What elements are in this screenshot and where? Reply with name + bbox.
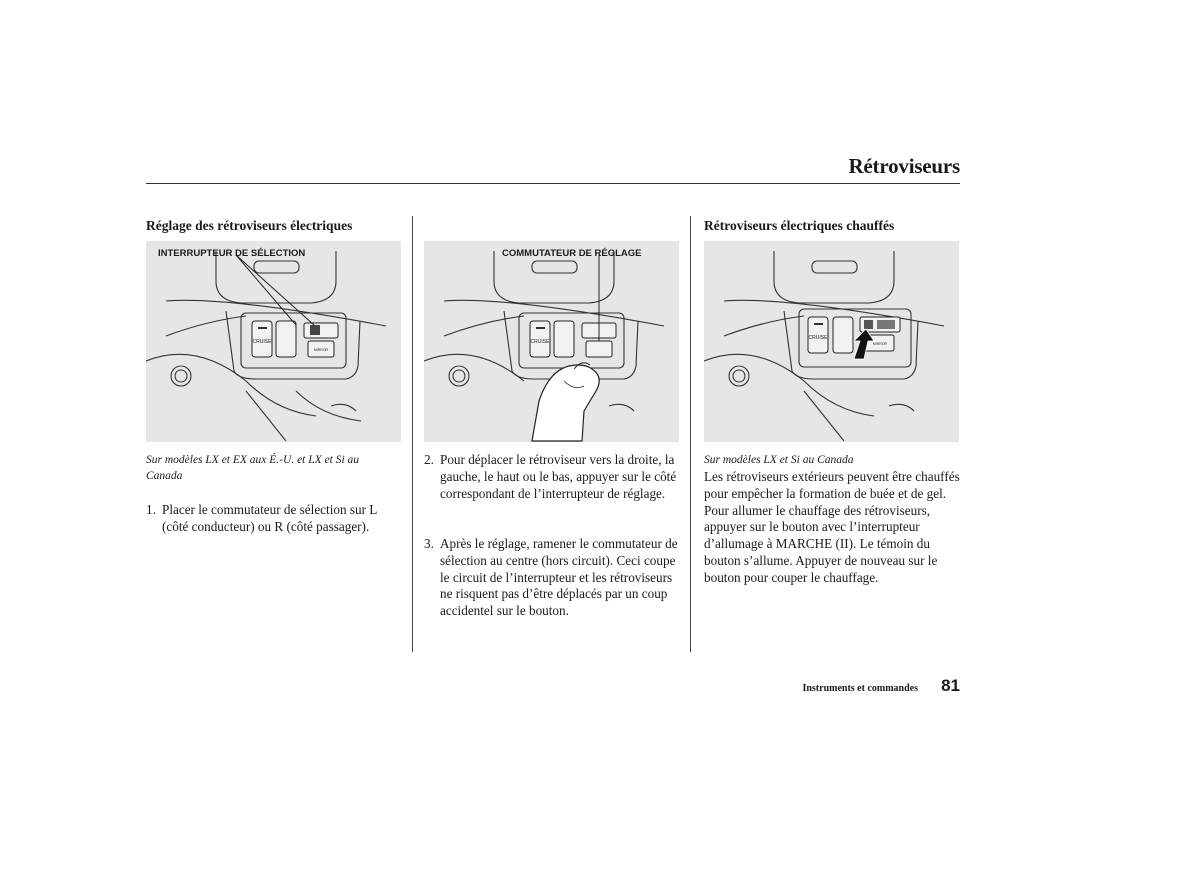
step-text: Après le réglage, ramener le commutateur de sélection au centre (hors circuit). Ceci coupe le circuit de l’interrupteur et les rétroviseurs ne risquent pas d’être déplacés par un coup accidentel sur le bouton. <box>440 536 678 619</box>
cruise-label: CRUISE <box>530 339 550 345</box>
step-number: 3. <box>424 536 434 551</box>
step-text: Placer le commutateur de sélection sur L (côté conducteur) ou R (côté passager). <box>162 502 377 534</box>
heated-mirrors-description: Les rétroviseurs extérieurs peuvent être chauffés pour empêcher la formation de buée et de gel. Pour allumer le chauffage des rétroviseurs, appuyer sur le bouton avec l’interrupteur d’allumage à MARCHE (II). Le témoin du bouton s’allume. Appuyer de nouveau sur le bouton pour couper le chauffage. <box>704 469 960 585</box>
step-number: 2. <box>424 452 434 467</box>
model-note-col1: Sur modèles LX et EX aux É.-U. et LX et Si au Canada <box>146 454 360 482</box>
section-heading-heated-mirrors: Rétroviseurs électriques chauffés <box>704 218 895 233</box>
figure-adjust-switch <box>424 241 679 442</box>
model-note-col3: Sur modèles LX et Si au Canada <box>704 454 854 466</box>
section-heading-mirror-adjust: Réglage des rétroviseurs électriques <box>146 218 353 233</box>
mirror-label: MIRROR <box>872 342 888 346</box>
mirror-label: MIRROR <box>313 348 329 352</box>
step-number: 1. <box>146 502 156 517</box>
figure-label-selector-switch: INTERRUPTEUR DE SÉLECTION <box>158 248 306 259</box>
page-title: Rétroviseurs <box>848 154 960 178</box>
footer-section-title: Instruments et commandes <box>802 683 918 694</box>
figure-heated-mirror-button <box>704 241 959 442</box>
step-text: Pour déplacer le rétroviseur vers la droite, la gauche, le haut ou le bas, appuyer sur le côté correspondant de l’interrupteur de réglage. <box>440 452 677 501</box>
figure-selector-switch <box>146 241 401 442</box>
figure-label-adjust-switch: COMMUTATEUR DE RÉGLAGE <box>502 248 642 259</box>
cruise-label: CRUISE <box>808 335 828 341</box>
page-number: 81 <box>941 676 960 695</box>
dashboard-illustration <box>146 241 401 442</box>
cruise-label: CRUISE <box>252 339 272 345</box>
column-divider-2 <box>690 216 691 652</box>
dashboard-illustration <box>704 241 959 442</box>
dashboard-illustration <box>424 241 679 442</box>
header-rule <box>146 183 960 184</box>
column-divider-1 <box>412 216 413 652</box>
